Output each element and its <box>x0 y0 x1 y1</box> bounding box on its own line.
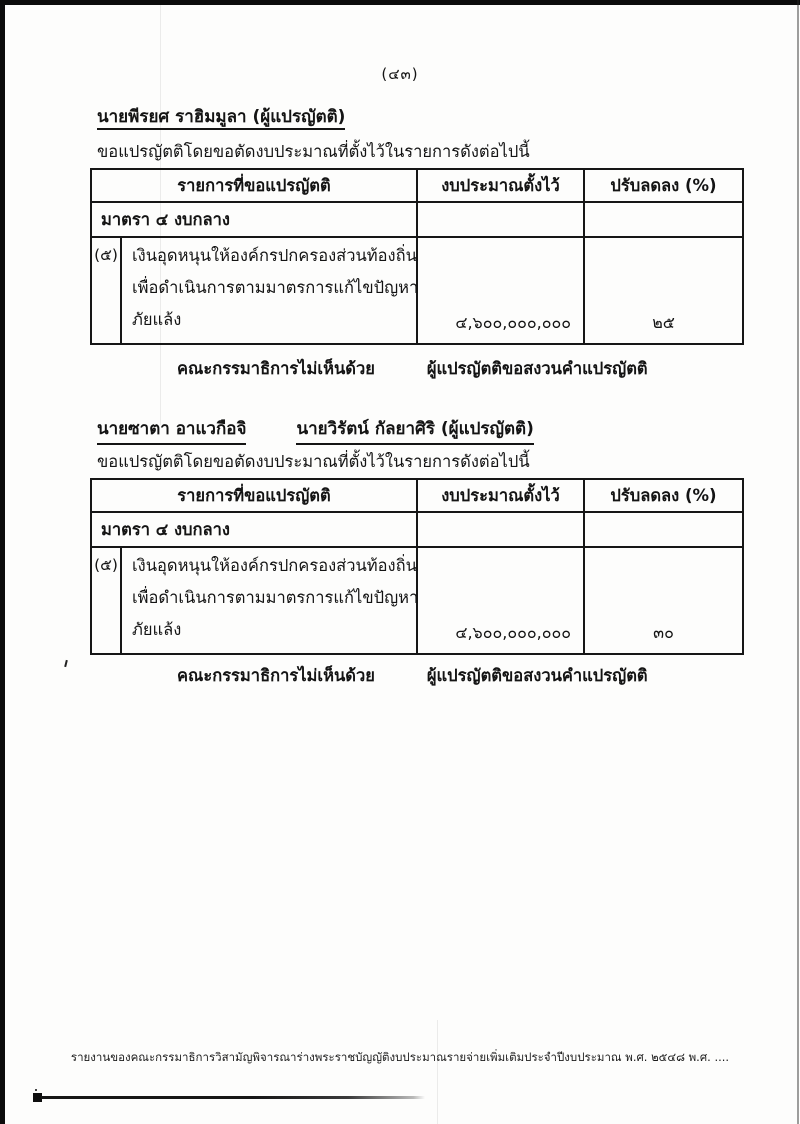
section2-proposer-name-2: นายวิรัตน์ กัลยาศิริ (ผู้แปรญัตติ) <box>296 415 533 445</box>
proposer-reservation: ผู้แปรญัตติขอสงวนคำแปรญัตติ <box>426 359 648 378</box>
item-reduction-percent: ๒๕ <box>584 237 743 344</box>
section1-intro: ขอแปรญัตติโดยขอตัดงบประมาณที่ตั้งไว้ในรายการดังต่อไปนี้ <box>97 142 530 161</box>
section2-table <box>90 478 744 655</box>
item-description-line: เงินอุดหนุนให้องค์กรปกครองส่วนท้องถิ่น <box>132 246 417 265</box>
committee-opinion: คณะกรรมาธิการไม่เห็นด้วย <box>177 359 375 378</box>
committee-opinion: คณะกรรมาธิการไม่เห็นด้วย <box>177 666 375 685</box>
empty-cell <box>417 202 584 237</box>
empty-cell <box>417 512 584 547</box>
item-number: (๕) <box>91 547 121 654</box>
column-header-reduction: ปรับลดลง (%) <box>584 169 743 202</box>
empty-cell <box>584 512 743 547</box>
item-description-line: เงินอุดหนุนให้องค์กรปกครองส่วนท้องถิ่น <box>132 556 417 575</box>
item-description-line: เพื่อดำเนินการตามมาตรการแก้ไขปัญหา <box>132 278 419 297</box>
section1-table <box>90 168 744 345</box>
table-section-row <box>91 202 743 237</box>
page-number: (๔๓) <box>381 65 419 83</box>
proposer-reservation: ผู้แปรญัตติขอสงวนคำแปรญัตติ <box>426 666 648 685</box>
section1-result-line <box>177 356 648 382</box>
item-budget-amount: ๔,๖๐๐,๐๐๐,๐๐๐ <box>417 237 584 344</box>
section2-intro: ขอแปรญัตติโดยขอตัดงบประมาณที่ตั้งไว้ในรายการดังต่อไปนี้ <box>97 452 530 471</box>
section2-heading <box>97 415 534 445</box>
item-number: (๕) <box>91 237 121 344</box>
item-description <box>121 547 417 654</box>
table-header-row <box>91 169 743 202</box>
item-description-line: ภัยแล้ง <box>132 310 182 329</box>
scan-border-top <box>0 0 800 5</box>
column-header-budget: งบประมาณตั้งไว้ <box>417 479 584 512</box>
empty-cell <box>584 202 743 237</box>
scan-border-right <box>797 0 799 1124</box>
section1-proposer-name: นายพีรยศ ราฮิมมูลา (ผู้แปรญัตติ) <box>97 107 345 130</box>
item-description-line: ภัยแล้ง <box>132 620 182 639</box>
section2-result-line <box>177 663 648 689</box>
column-header-item: รายการที่ขอแปรญัตติ <box>91 479 417 512</box>
scan-fold-line <box>437 1020 438 1124</box>
table-header-row <box>91 479 743 512</box>
report-footer: รายงานของคณะกรรมาธิการวิสามัญพิจารณาร่างพระราชบัญญัติงบประมาณรายจ่ายเพิ่มเติมประจำปีงบประมาณ พ.ศ. ๒๕๔๘ พ.ศ. .... <box>70 1050 730 1064</box>
column-header-item: รายการที่ขอแปรญัตติ <box>91 169 417 202</box>
table-section-row <box>91 512 743 547</box>
item-budget-amount: ๔,๖๐๐,๐๐๐,๐๐๐ <box>417 547 584 654</box>
scan-speck <box>64 660 68 667</box>
table-item-row <box>91 237 743 344</box>
scan-artifact-line <box>41 1096 425 1099</box>
section2-proposer-name-1: นายซาตา อาแวกือจิ <box>97 415 246 445</box>
column-header-reduction: ปรับลดลง (%) <box>584 479 743 512</box>
section1-heading <box>97 103 345 130</box>
section-row-label: มาตรา ๔ งบกลาง <box>91 202 417 237</box>
column-header-budget: งบประมาณตั้งไว้ <box>417 169 584 202</box>
section-row-label: มาตรา ๔ งบกลาง <box>91 512 417 547</box>
scan-border-left <box>0 0 5 1124</box>
table-item-row <box>91 547 743 654</box>
item-description-line: เพื่อดำเนินการตามมาตรการแก้ไขปัญหา <box>132 588 419 607</box>
item-reduction-percent: ๓๐ <box>584 547 743 654</box>
item-description <box>121 237 417 344</box>
